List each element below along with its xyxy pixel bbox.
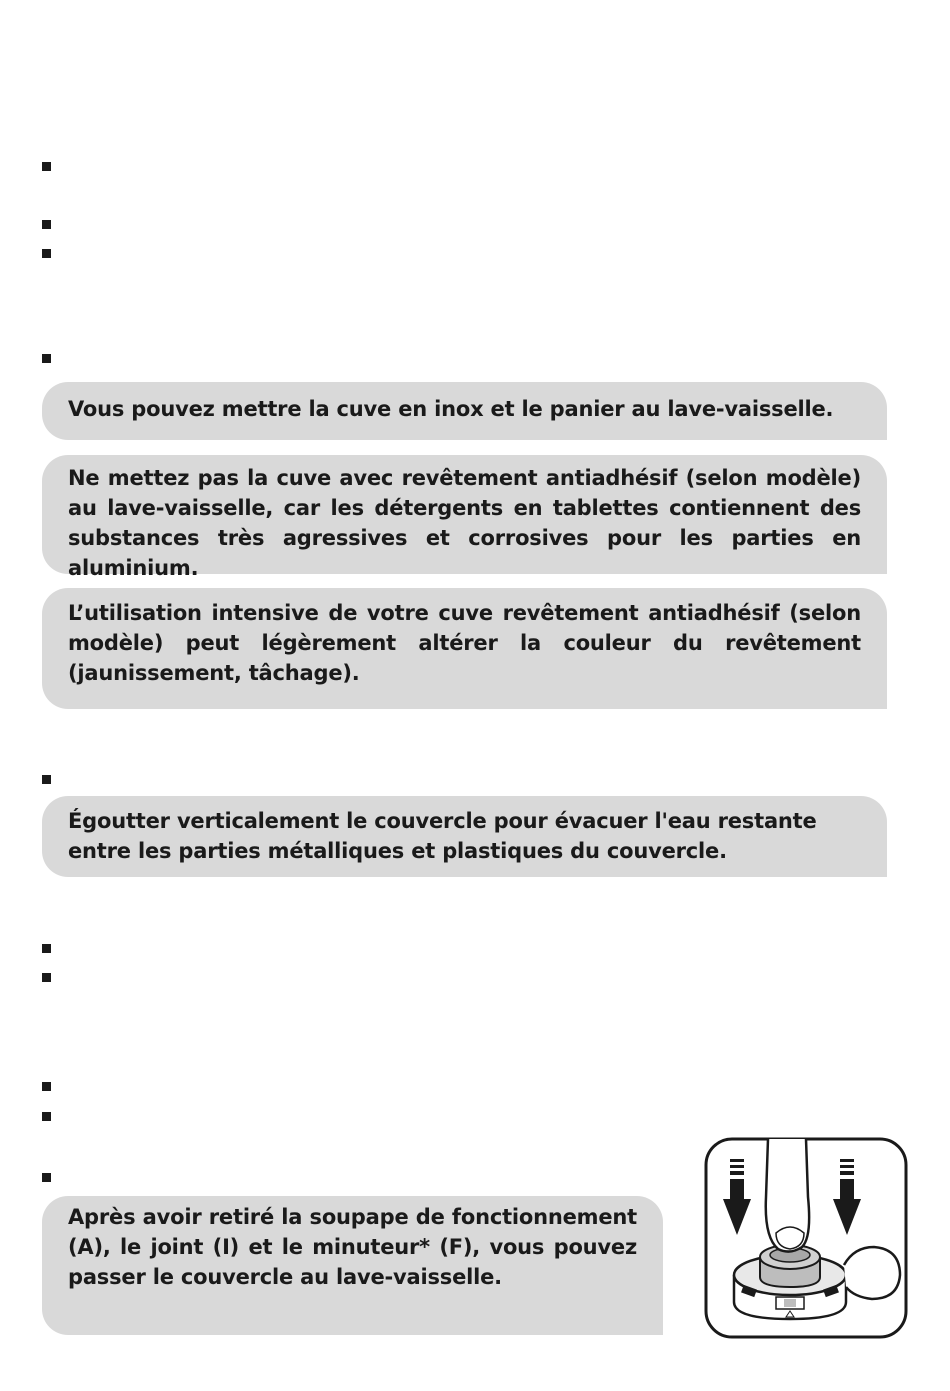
- bullet-2: [42, 220, 51, 229]
- bullet-5: [42, 775, 51, 784]
- bullet-10: [42, 1173, 51, 1182]
- pressure-valve-removal-illustration: [704, 1137, 908, 1339]
- bullet-4: [42, 354, 51, 363]
- note-text: Égoutter verticalement le couvercle pour évacuer l'eau restante entre les parties métalliques et plastiques du couvercle.: [68, 809, 817, 863]
- note-text: Vous pouvez mettre la cuve en inox et le panier au lave-vaisselle.: [68, 397, 834, 421]
- note-text: Après avoir retiré la soupape de fonctionnement (A), le joint (I) et le minuteur* (F), vous pouvez passer le couvercle au lave-vaisselle.: [68, 1205, 637, 1289]
- note-lid-dishwasher: [42, 1196, 663, 1335]
- note-dishwasher-inox: [42, 382, 887, 440]
- note-text: Ne mettez pas la cuve avec revêtement antiadhésif (selon modèle) au lave-vaisselle, car les détergents en tablettes contiennent des substances très agressives et corrosives pour les parties en aluminium.: [68, 466, 861, 580]
- note-text: L’utilisation intensive de votre cuve revêtement antiadhésif (selon modèle) peut légèrement altérer la couleur du revêtement (jaunissement, tâchage).: [68, 601, 861, 685]
- bullet-7: [42, 973, 51, 982]
- bullet-9: [42, 1112, 51, 1121]
- bullet-3: [42, 249, 51, 258]
- note-drain-lid: [42, 796, 887, 877]
- bullet-1: [42, 162, 51, 171]
- bullet-8: [42, 1082, 51, 1091]
- note-nonstick-warning: [42, 455, 887, 580]
- bullet-6: [42, 944, 51, 953]
- note-nonstick-color: [42, 588, 887, 709]
